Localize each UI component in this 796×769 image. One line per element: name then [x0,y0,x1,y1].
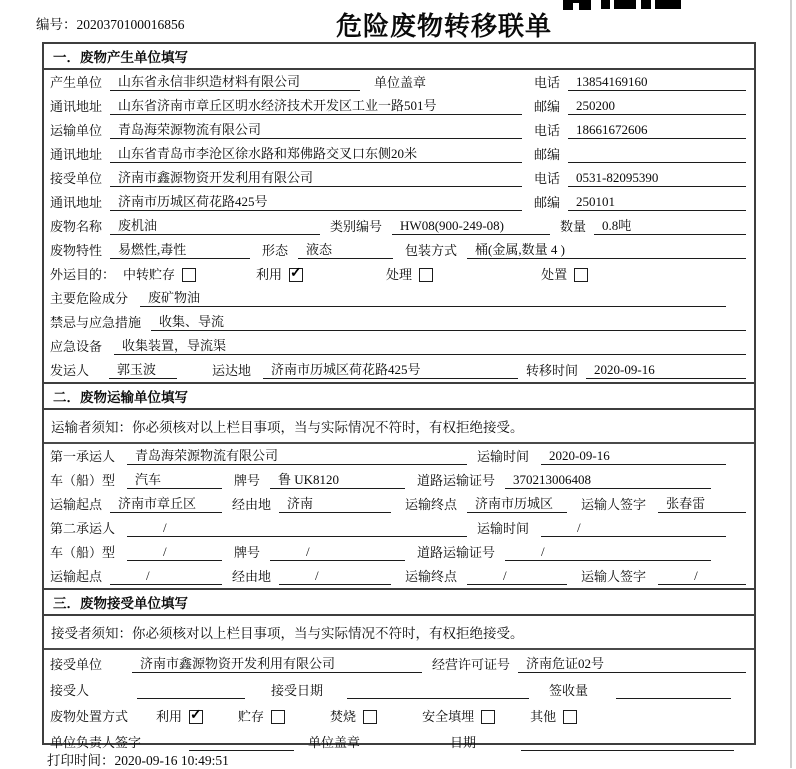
carrier1-field: 青岛海荣源物流有限公司 [127,448,467,465]
row-waste-traits [44,238,754,262]
purpose-option-label: 利用 [256,267,283,282]
origin1-field: 济南市章丘区 [110,496,222,513]
transport-time2-field: / [541,520,726,537]
transporter-phone-field: 18661672606 [568,122,746,139]
carrier-sign2-field: / [658,568,746,585]
row-purpose [44,262,754,286]
transport-time1-field: 2020-09-16 [541,448,726,465]
section3-header: 三．废物接受单位填写 [44,588,754,616]
unit-seal-label: 单位盖章 [308,735,361,750]
checkbox-landfill[interactable] [481,710,495,724]
checkbox-dispose[interactable] [574,268,588,282]
transport-time-label: 运输时间 [477,521,530,536]
row-waste-name [44,214,754,238]
transporter-field: 青岛海荣源物流有限公司 [110,122,522,139]
qr-code-fragment-icon [563,0,681,10]
responsible-sign-label: 单位负责人签字 [50,735,142,750]
purpose-option-label: 处置 [541,267,568,282]
form-label: 形态 [262,243,289,258]
row-vehicle1 [44,468,754,492]
row-shipper [44,358,754,382]
quantity-field: 0.8吨 [594,218,746,235]
purpose-option-label: 中转贮存 [123,267,176,282]
license-field: 济南危证02号 [518,656,746,673]
terminus-label: 运输终点 [405,569,458,584]
checkbox-use[interactable] [289,268,303,282]
accept-unit-label: 接受单位 [50,657,103,672]
carrier-sign1-field: 张春雷 [658,496,746,513]
receiver-zip-field: 250101 [568,194,746,211]
receiver-address-field: 济南市历城区荷花路425号 [110,194,522,211]
vehicle-type2-field: / [127,544,222,561]
carrier2-label: 第二承运人 [50,521,116,536]
vehicle-type1-field: 汽车 [127,472,222,489]
checkbox-transfer-storage[interactable] [182,268,196,282]
disposal-option-label: 贮存 [238,709,265,724]
transfer-time-label: 转移时间 [526,363,579,378]
row-accept-unit [44,650,754,676]
row-receiver-address [44,190,754,214]
row-route2 [44,564,754,588]
row-disposal-method [44,702,754,728]
row-vehicle2 [44,540,754,564]
origin-label: 运输起点 [50,569,103,584]
via2-field: / [279,568,391,585]
disposal-option-label: 安全填埋 [422,709,475,724]
equipment-label: 应急设备 [50,339,103,354]
waste-name-field: 废机油 [110,218,320,235]
shipper-label: 发运人 [50,363,90,378]
row-producer-address [44,94,754,118]
carrier-sign-label: 运输人签字 [581,569,647,584]
row-recipient [44,676,754,702]
zip-label: 邮编 [534,195,561,210]
accept-unit-field: 济南市鑫源物资开发利用有限公司 [132,656,422,673]
seal-date-field [521,735,734,751]
print-time-value: 2020-09-16 10:49:51 [114,753,229,768]
waste-name-label: 废物名称 [50,219,103,234]
row-receiver [44,166,754,190]
accept-date-field [347,683,529,699]
print-time [47,749,229,769]
doc-number-label: 编号： [36,17,77,32]
vehicle-type-label: 车（船）型 [50,545,116,560]
row-taboo-measures [44,310,754,334]
date-label: 日期 [450,735,477,750]
category-label: 类别编号 [330,219,383,234]
via1-field: 济南 [279,496,391,513]
via-label: 经由地 [232,497,272,512]
hazard-field: 废矿物油 [140,290,726,307]
zip-label: 邮编 [534,147,561,162]
address-label: 通讯地址 [50,195,103,210]
row-carrier2 [44,516,754,540]
section1-header: 一．废物产生单位填写 [44,44,754,70]
row-hazard-components [44,286,754,310]
address-label: 通讯地址 [50,99,103,114]
via-label: 经由地 [232,569,272,584]
carrier-sign-label: 运输人签字 [581,497,647,512]
signed-amount-field [616,683,731,699]
plate-label: 牌号 [234,473,261,488]
unit-seal-label: 单位盖章 [374,75,427,90]
road-permit1-field: 370213006408 [505,472,711,489]
row-route1 [44,492,754,516]
transporter-notice-text: 运输者须知：你必须核对以上栏目事项，当与实际情况不符时，有权拒绝接受。 [51,420,524,435]
receiver-phone-field: 0531-82095390 [568,170,746,187]
plate2-field: / [270,544,405,561]
row-emergency-equipment [44,334,754,358]
transfer-time-field: 2020-09-16 [586,362,746,379]
disposal-label: 废物处置方式 [50,709,129,724]
checkbox-utilize[interactable] [189,710,203,724]
phone-label: 电话 [534,171,561,186]
disposal-option-label: 利用 [156,709,183,724]
checkbox-treat[interactable] [419,268,433,282]
phone-label: 电话 [534,123,561,138]
carrier2-field: / [127,520,467,537]
checkbox-store[interactable] [271,710,285,724]
producer-zip-field: 250200 [568,98,746,115]
accept-date-label: 接受日期 [271,683,324,698]
address-label: 通讯地址 [50,147,103,162]
producer-field: 山东省永信非织造材料有限公司 [110,74,360,91]
terminus2-field: / [467,568,567,585]
section2-header: 二．废物运输单位填写 [44,382,754,410]
transporter-label: 运输单位 [50,123,103,138]
quantity-label: 数量 [560,219,587,234]
page-title: 危险废物转移联单 [336,11,553,41]
print-time-label: 打印时间： [47,753,115,768]
receiver-notice [44,616,754,650]
row-transporter [44,118,754,142]
taboo-field: 收集、导流 [151,314,746,331]
terminus1-field: 济南市历城区 [467,496,567,513]
recipient-field [137,683,245,699]
packaging-label: 包装方式 [405,243,458,258]
traits-label: 废物特性 [50,243,103,258]
carrier1-label: 第一承运人 [50,449,116,464]
receiver-label: 接受单位 [50,171,103,186]
form-field: 液态 [298,242,393,259]
zip-label: 邮编 [534,99,561,114]
manifest-form [42,42,756,750]
recipient-label: 接受人 [50,683,90,698]
row-producer [44,70,754,94]
disposal-option-label: 其他 [530,709,557,724]
destination-label: 运达地 [212,363,252,378]
doc-number-value: 2020370100016856 [76,17,185,32]
transport-time-label: 运输时间 [477,449,530,464]
doc-number [36,13,185,33]
terminus-label: 运输终点 [405,497,458,512]
road-permit-label: 道路运输证号 [417,473,496,488]
traits-field: 易燃性,毒性 [110,242,250,259]
origin2-field: / [110,568,222,585]
vehicle-type-label: 车（船）型 [50,473,116,488]
checkbox-incinerate[interactable] [363,710,377,724]
origin-label: 运输起点 [50,497,103,512]
purpose-option-label: 处理 [386,267,413,282]
taboo-label: 禁忌与应急措施 [50,315,142,330]
producer-phone-field: 13854169160 [568,74,746,91]
phone-label: 电话 [534,75,561,90]
page-right-edge-divider [790,0,792,768]
road-permit2-field: / [505,544,711,561]
license-label: 经营许可证号 [432,657,511,672]
transporter-address-field: 山东省青岛市李沧区徐水路和郑佛路交叉口东侧20米 [110,146,522,163]
disposal-option-label: 焚烧 [330,709,357,724]
road-permit-label: 道路运输证号 [417,545,496,560]
equipment-field: 收集装置，导流渠 [114,338,746,355]
plate-label: 牌号 [234,545,261,560]
destination-field: 济南市历城区荷花路425号 [263,362,518,379]
receiver-field: 济南市鑫源物资开发利用有限公司 [110,170,522,187]
packaging-field: 桶(金属,数量 4 ) [467,242,746,259]
producer-address-field: 山东省济南市章丘区明水经济技术开发区工业一路501号 [110,98,522,115]
hazard-label: 主要危险成分 [50,291,129,306]
plate1-field: 鲁 UK8120 [270,472,405,489]
signed-amount-label: 签收量 [549,683,589,698]
producer-label: 产生单位 [50,75,103,90]
shipper-field: 郭玉波 [109,362,177,379]
transporter-zip-field [568,147,746,163]
checkbox-other[interactable] [563,710,577,724]
transporter-notice [44,410,754,444]
row-carrier1 [44,444,754,468]
purpose-label: 外运目的： [50,267,116,282]
category-field: HW08(900-249-08) [392,218,550,235]
row-transporter-address [44,142,754,166]
receiver-notice-text: 接受者须知：你必须核对以上栏目事项，当与实际情况不符时，有权拒绝接受。 [51,626,524,641]
